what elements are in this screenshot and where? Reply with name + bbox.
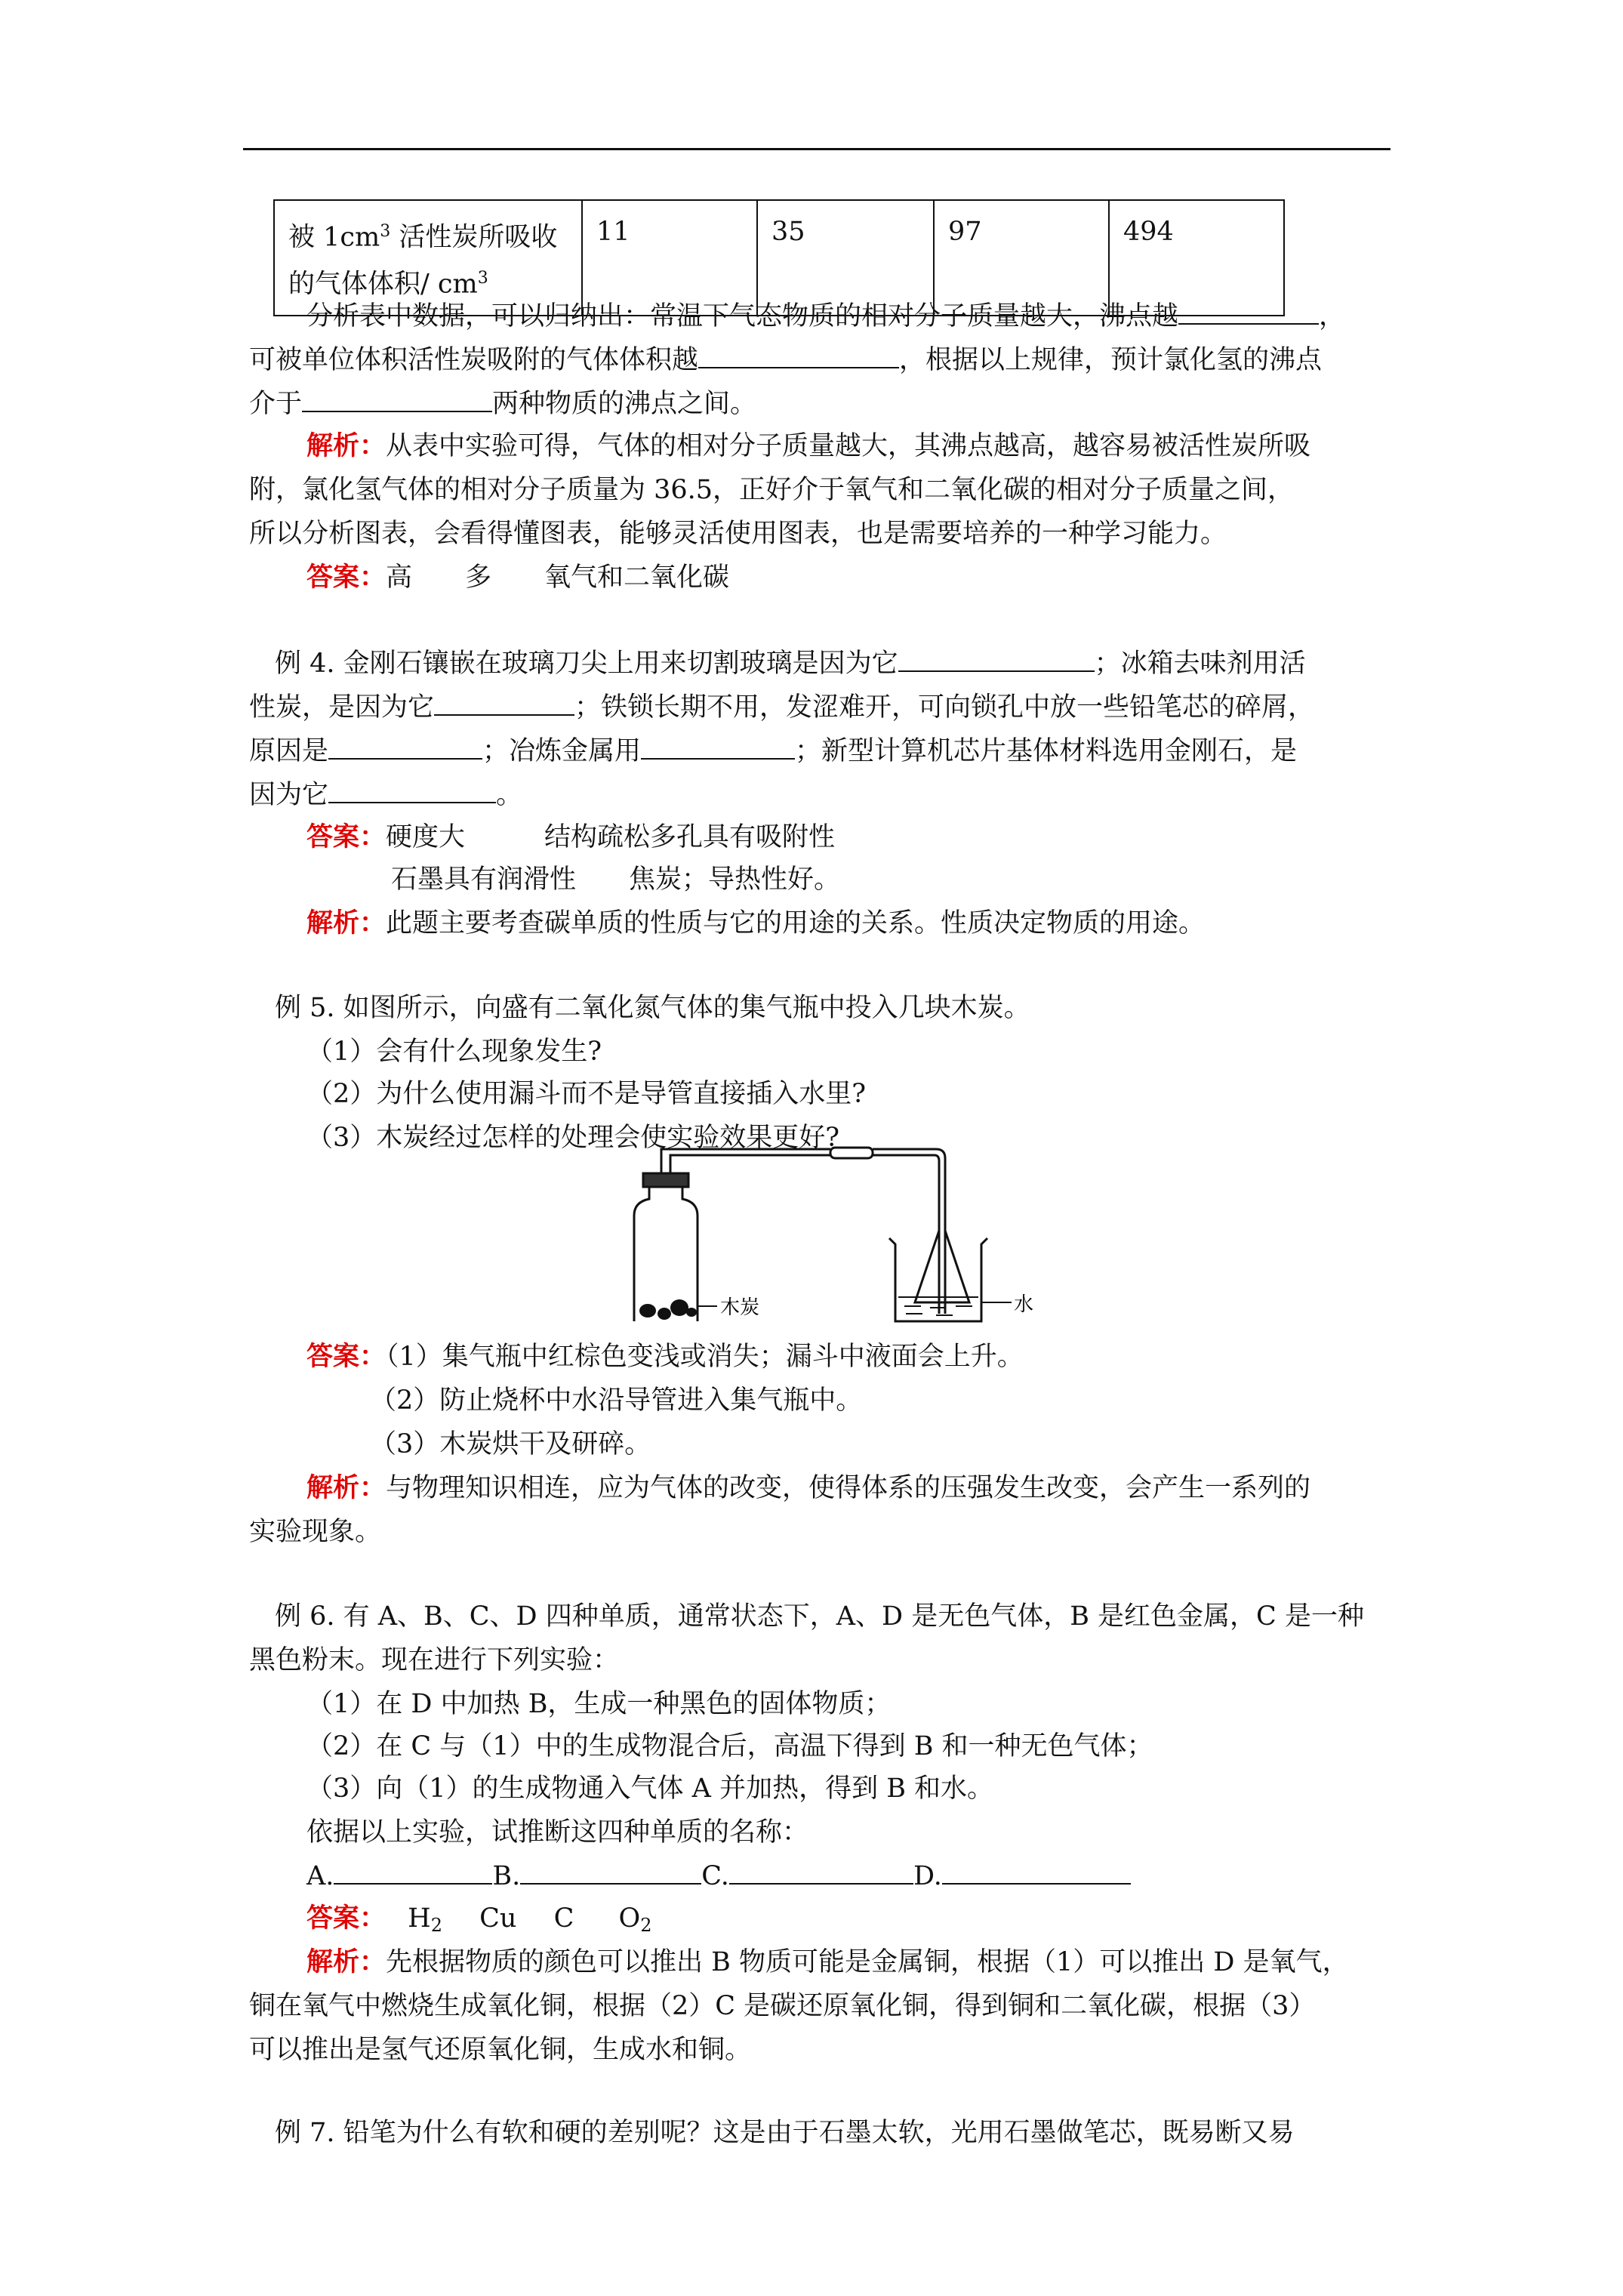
- ex7-question-line: 例 7. 铅笔为什么有软和硬的差别呢？这是由于石墨太软，光用石墨做笔芯，既易断又易: [275, 2118, 1295, 2148]
- glass-tube: [873, 1155, 939, 1314]
- charcoal-label: 木炭: [720, 1296, 760, 1319]
- ex6-answer: 答案： $H_2$ Cu C $O_2$: [306, 1903, 652, 1936]
- answer-blank[interactable]: [328, 731, 482, 760]
- ex4-answer: 答案：硬度大 结构疏松多孔具有吸附性: [306, 821, 836, 852]
- answer-blank[interactable]: [942, 1856, 1131, 1885]
- table-row-label: 被 $1cm^3$ 活性炭所吸收 的气体体积/ $cm^3$: [274, 200, 582, 316]
- ex6-question-line: 黑色粉末。现在进行下列实验：: [249, 1645, 620, 1675]
- ex5-answer-line: （3）木炭烘干及研碎。: [370, 1429, 651, 1459]
- ex6-step: （3）向（1）的生成物通入气体 A 并加热，得到 B 和水。: [306, 1774, 994, 1804]
- answer-blank[interactable]: [434, 687, 574, 716]
- ex5-answer-line: （2）防止烧杯中水沿导管进入集气瓶中。: [370, 1385, 863, 1416]
- ex4-question-line: 例 4. 金刚石镶嵌在玻璃刀尖上用来切割玻璃是因为它 ；冰箱去味剂用活: [275, 643, 1306, 683]
- ex6-analysis-line: 可以推出是氢气还原氧化铜，生成水和铜。: [249, 2035, 752, 2065]
- ex4-answer-line: 石墨具有润滑性 焦炭；导热性好。: [391, 864, 841, 895]
- charcoal-pieces: [639, 1299, 697, 1320]
- ex4-analysis: 解析：此题主要考查碳单质的性质与它的用途的关系。性质决定物质的用途。: [306, 908, 1206, 938]
- answer-blank[interactable]: [520, 1856, 701, 1885]
- ex6-step: （2）在 C 与（1）中的生成物混合后，高温下得到 B 和一种无色气体；: [306, 1731, 1153, 1761]
- ex5-analysis: 解析：与物理知识相连，应为气体的改变，使得体系的压强发生改变，会产生一系列的: [306, 1472, 1311, 1503]
- ex3-question-line: 分析表中数据，可以归纳出：常温下气态物质的相对分子质量越大，沸点越 ，: [306, 296, 1345, 335]
- gas-bottle: [634, 1185, 698, 1321]
- ex3-analysis-line: 附，氯化氢气体的相对分子质量为 36.5，正好介于氧气和二氧化碳的相对分子质量之间，: [249, 475, 1295, 505]
- ex6-analysis: 解析：先根据物质的颜色可以推出 B 物质可能是金属铜，根据（1）可以推出 D 是氧气，: [306, 1946, 1349, 1977]
- answer-blank[interactable]: [898, 643, 1095, 672]
- glass-tube: [873, 1149, 945, 1314]
- ex5-analysis-line: 实验现象。: [249, 1517, 382, 1547]
- ex3-analysis-line: 所以分析图表，会看得懂图表，能够灵活使用图表，也是需要培养的一种学习能力。: [249, 519, 1227, 549]
- ex3-answer: 答案：高 多 氧气和二氧化碳: [306, 562, 730, 593]
- table-cell: 494: [1109, 200, 1284, 316]
- header-rule: [243, 148, 1390, 150]
- ex5-question-line: 例 5. 如图所示，向盛有二氧化氮气体的集气瓶中投入几块木炭。: [275, 993, 1030, 1023]
- ex3-question-line: 介于 两种物质的沸点之间。: [249, 384, 756, 423]
- answer-blank[interactable]: [302, 384, 492, 412]
- answer-blank[interactable]: [729, 1856, 913, 1885]
- answer-blank[interactable]: [334, 1856, 492, 1885]
- glass-tube: [661, 1149, 830, 1173]
- table-cell: 11: [582, 200, 757, 316]
- ex6-step: （1）在 D 中加热 B，生成一种黑色的固体物质；: [306, 1689, 892, 1719]
- ex5-subquestion: （2）为什么使用漏斗而不是导管直接插入水里?: [306, 1079, 867, 1109]
- answer-blank[interactable]: [698, 340, 899, 368]
- ex3-analysis: 解析：从表中实验可得，气体的相对分子质量越大，其沸点越高，越容易被活性炭所吸: [306, 430, 1311, 461]
- ex6-question-line: 例 6. 有 A、B、C、D 四种单质，通常状态下，A、D 是无色气体，B 是红色金属，C 是一种: [275, 1601, 1364, 1632]
- answer-blank[interactable]: [328, 775, 496, 803]
- ex5-subquestion: （1）会有什么现象发生?: [306, 1037, 602, 1067]
- ex3-question-line: 可被单位体积活性炭吸附的气体体积越 ，根据以上规律，预计氯化氢的沸点: [249, 340, 1322, 379]
- tube-connector: [830, 1148, 873, 1158]
- ex6-analysis-line: 铜在氧气中燃烧生成氧化铜，根据（2）C 是碳还原氧化铜，得到铜和二氧化碳，根据（3）: [249, 1991, 1316, 2021]
- ex4-question-line: 性炭，是因为它 ；铁锁长期不用，发涩难开，可向锁孔中放一些铅笔芯的碎屑，: [249, 687, 1314, 726]
- funnel: [915, 1231, 969, 1302]
- ex6-options: A. B. C. D.: [306, 1856, 1131, 1895]
- ex5-subquestion: （3）木炭经过怎样的处理会使实验效果更好?: [306, 1123, 840, 1153]
- ex6-step: 依据以上实验，试推断这四种单质的名称：: [306, 1817, 809, 1848]
- stopper: [643, 1173, 688, 1187]
- ex4-question-line: 因为它 。: [249, 775, 522, 814]
- ex4-question-line: 原因是 ；冶炼金属用 ；新型计算机芯片基体材料选用金刚石，是: [249, 731, 1297, 770]
- water-label: 水: [1014, 1293, 1034, 1316]
- answer-blank[interactable]: [641, 731, 795, 760]
- table-cell: 35: [757, 200, 934, 316]
- glass-tube: [670, 1155, 830, 1173]
- answer-blank[interactable]: [1178, 296, 1319, 325]
- ex5-answer: 答案：（1）集气瓶中红棕色变浅或消失；漏斗中液面会上升。: [306, 1341, 1024, 1372]
- table-cell: 97: [934, 200, 1109, 316]
- apparatus-figure: [604, 1148, 1034, 1321]
